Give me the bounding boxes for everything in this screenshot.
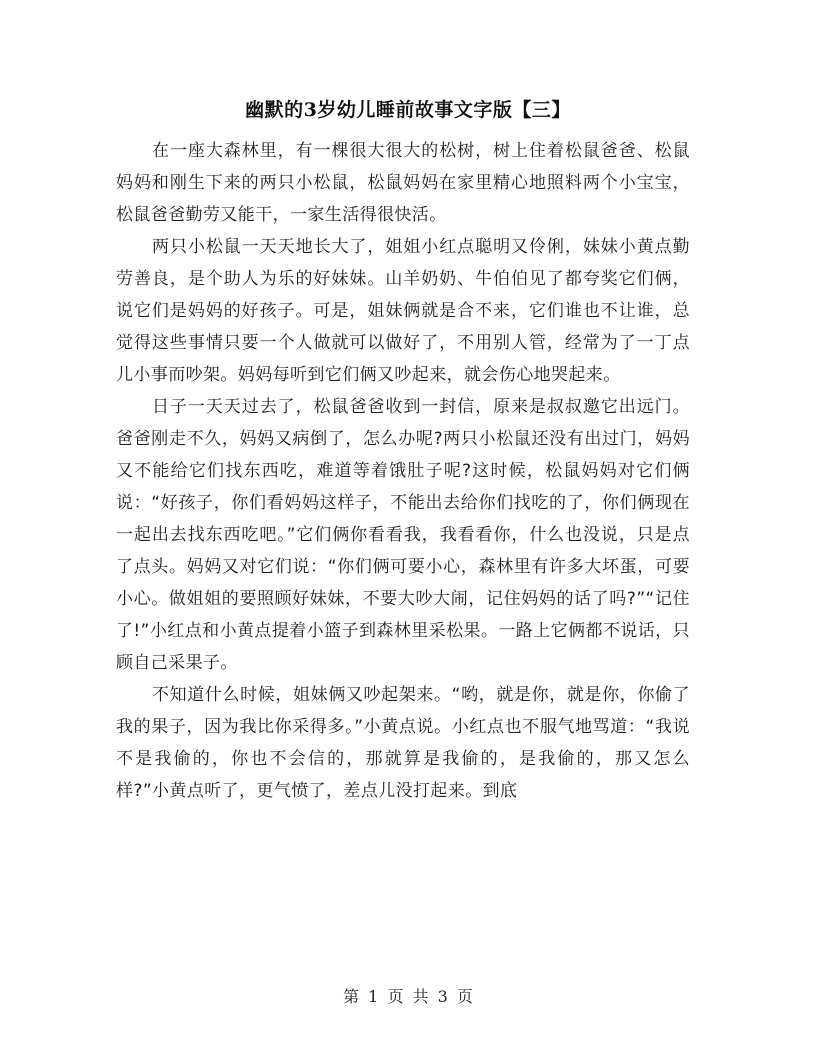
story-body <box>116 135 690 807</box>
page-title: 幽默的3岁幼儿睡前故事文字版【三】 <box>245 99 571 121</box>
paragraph-4: 不知道什么时候，姐妹俩又吵起架来。“哟，就是你，就是你，你偷了我的果子，因为我比你采得多。”小黄点说。小红点也不服气地骂道：“我说不是我偷的，你也不会信的，那就算是我偷的，是我偷的，那又怎么样?”小黄点听了，更气愤了，差点儿没打起来。到底 <box>116 685 690 801</box>
paragraph-1: 在一座大森林里，有一棵很大很大的松树，树上住着松鼠爸爸、松鼠妈妈和刚生下来的两只小松鼠，松鼠妈妈在家里精心地照料两个小宝宝，松鼠爸爸勤劳又能干，一家生活得很快活。 <box>116 141 690 225</box>
page-number-footer: 第 1 页 共 3 页 <box>343 987 473 1006</box>
paragraph-2: 两只小松鼠一天天地长大了，姐姐小红点聪明又伶俐，妹妹小黄点勤劳善良，是个助人为乐的好妹妹。山羊奶奶、牛伯伯见了都夸奖它们俩，说它们是妈妈的好孩子。可是，姐妹俩就是合不来，它们谁也不让谁，总觉得这些事情只要一个人做就可以做好了，不用别人管，经常为了一丁点儿小事而吵架。妈妈每听到它们俩又吵起来，就会伤心地哭起来。 <box>116 237 690 385</box>
paragraph-3: 日子一天天过去了，松鼠爸爸收到一封信，原来是叔叔邀它出远门。爸爸刚走不久，妈妈又病倒了，怎么办呢?两只小松鼠还没有出过门，妈妈又不能给它们找东西吃，难道等着饿肚子呢?这时候，松鼠妈妈对它们俩说：“好孩子，你们看妈妈这样子，不能出去给你们找吃的了，你们俩现在一起出去找东西吃吧。”它们俩你看看我，我看看你，什么也没说，只是点了点头。妈妈又对它们说：“你们俩可要小心，森林里有许多大坏蛋，可要小心。做姐姐的要照顾好妹妹，不要大吵大闹，记住妈妈的话了吗?”“记住了!”小红点和小黄点提着小篮子到森林里采松果。一路上它俩都不说话，只顾自己采果子。 <box>116 397 690 673</box>
